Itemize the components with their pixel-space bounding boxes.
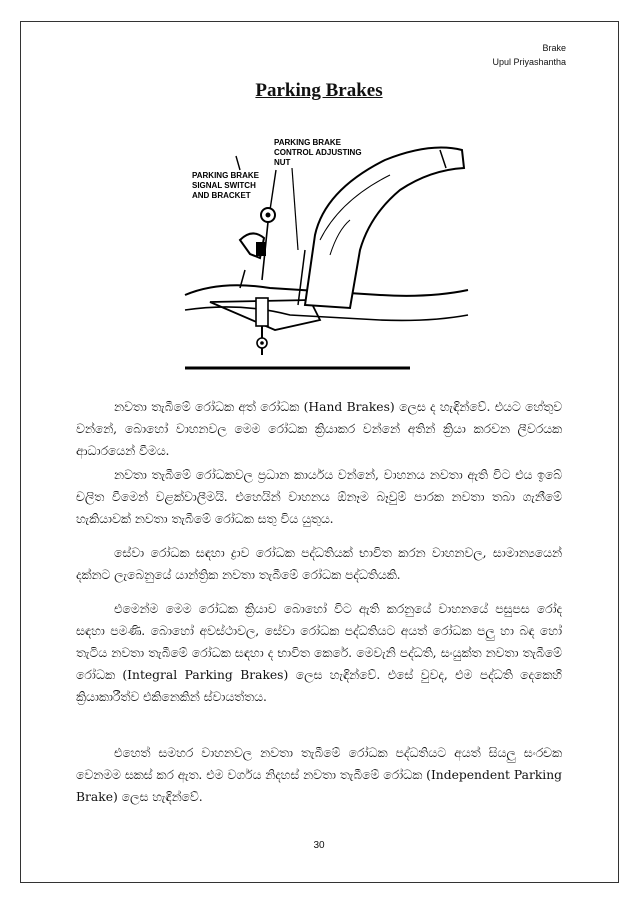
label-adjusting-nut-2: CONTROL ADJUSTING xyxy=(274,148,362,157)
paragraph-1: නවතා තැබීමේ රෝධක අත් රෝධක (Hand Brakes) ලෙස ද හැඳින්වේ. එයට හේතුව වන්නේ, බොහෝ වාහනවල මෙම රෝධක ක්‍රියාකර වන්නේ අතින් ක්‍රියා කරවන ලීවරයක ආධාරයෙන් වීමය. xyxy=(76,400,562,458)
header-author: Upul Priyashantha xyxy=(492,57,566,67)
page-title: Parking Brakes xyxy=(255,80,383,101)
label-signal-switch-3: AND BRACKET xyxy=(192,191,251,200)
label-adjusting-nut-3: NUT xyxy=(274,158,291,167)
label-adjusting-nut-1: PARKING BRAKE xyxy=(274,138,341,147)
label-signal-switch-1: PARKING BRAKE xyxy=(192,171,259,180)
paragraph-3: සේවා රෝධක සඳහා ද්‍රාව රෝධක පද්ධතියක් භාවිත කරන වාහනවල, සාමාන්‍යයෙන් දක්නට ලැබෙනුයේ යාන්ත්‍රික නවතා තැබීමේ රෝධක පද්ධතියකි. xyxy=(76,546,562,582)
page-number: 30 xyxy=(313,840,325,851)
parking-brake-figure xyxy=(180,130,470,380)
header-topic: Brake xyxy=(542,43,566,53)
label-signal-switch-2: SIGNAL SWITCH xyxy=(192,181,256,190)
paragraph-4: එමෙන්ම මෙම රෝධක ක්‍රියාව බොහෝ විට ඇති කරනුයේ වාහනයේ පසුපස රෝද සඳහා පමණි. බොහෝ අවස්ථාවල, සේවා රෝධක පද්ධතියට අයත් රෝධක පලු හා බඳ හෝ තැටිය නවතා තැබීමේ රෝධක සඳහා ද භාවිත කෙරේ. මෙවැනි පද්ධති, සංයුක්ත නවතා තැබීමේ රෝධක (Integral Parking Brakes) ලෙස හැඳින්වේ. එසේ වුවද, එම පද්ධති දෙකෙහි ක්‍රියාකාරීත්ව එකිනෙකින් ස්වායත්තය. xyxy=(76,602,562,704)
paragraph-5: එහෙත් සමහර වාහනවල නවතා තැබීමේ රෝධක පද්ධතියට අයත් සියලු සංරචක වෙනමම සකස් කර ඇත. එම වර්ගය නිදහස් නවතා තැබීමේ රෝධක (Independent Parking Brake) ලෙස හැඳින්වේ. xyxy=(76,746,562,804)
paragraph-2: නවතා තැබීමේ රෝධකවල ප්‍රධාන කාර්යය වන්නේ, වාහනය නවතා ඇති විට එය ඉබේ චලිත වීමෙන් වළක්වාලීමයි. එහෙයින් වාහනය ඕනෑම බෑවුම් පාරක නවතා තබා ගැනීමේ හැකියාවක් නවතා තැබීමේ රෝධක සතු විය යුතුය. xyxy=(76,468,562,526)
